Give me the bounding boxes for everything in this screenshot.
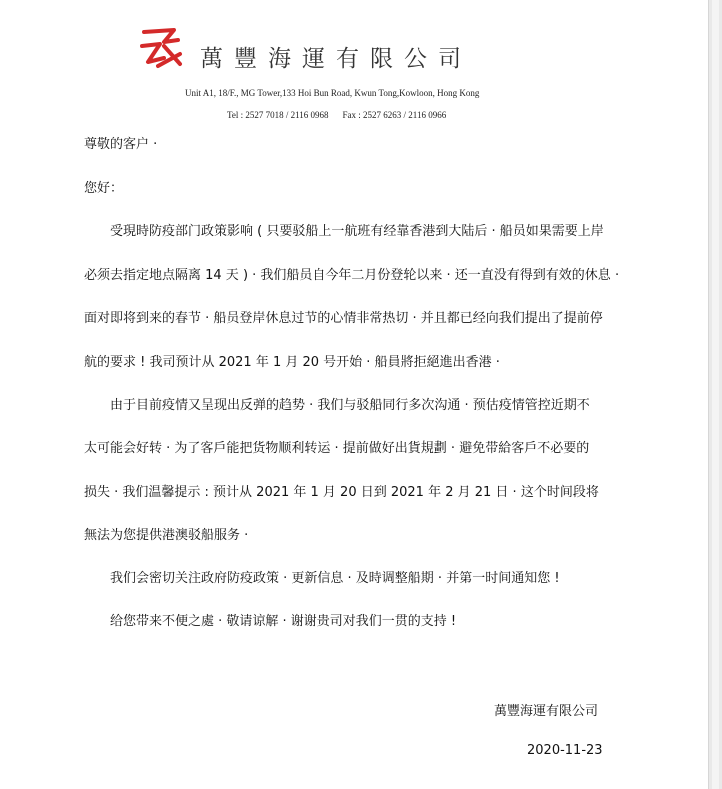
letter-date: 2020-11-23 xyxy=(527,743,603,758)
paragraph-line: 航的要求 ! 我司预计从 2021 年 1 月 20 号开始 · 船員將拒絕進出香港 · xyxy=(84,355,500,370)
salutation: 尊敬的客户 · xyxy=(84,137,158,152)
paragraph-line: 必须去指定地点隔离 14 天 ) · 我们船员自今年二月份登轮以来 · 还一直没有得到有效的休息 · xyxy=(84,268,620,283)
paragraph-line: 我们会密切关注政府防疫政策 · 更新信息 · 及時调整船期 · 并第一时间通知您 ! xyxy=(110,571,560,586)
company-logo-icon xyxy=(134,24,186,70)
paragraph-line: 太可能会好转 · 为了客戶能把货物顺利转运 · 提前做好出貨規劃 · 避免带給客戶不必要的 xyxy=(84,441,590,456)
signature-company: 萬豐海運有限公司 xyxy=(494,704,599,719)
company-address: Unit A1, 18/F., MG Tower,133 Hoi Bun Road, Kwun Tong,Kowloon, Hong Kong xyxy=(185,88,480,98)
vertical-scrollbar[interactable] xyxy=(708,0,722,789)
company-title: 萬豐海運有限公司 xyxy=(200,46,472,72)
fax-numbers: Fax : 2527 6263 / 2116 0966 xyxy=(342,110,447,120)
greeting: 您好： xyxy=(84,181,124,196)
paragraph-line: 给您带来不便之處 · 敬请谅解 · 谢谢贵司对我们一贯的支持 ! xyxy=(110,614,457,629)
paragraph-line: 無法为您提供港澳驳船服务 · xyxy=(84,528,249,543)
company-contact xyxy=(227,110,446,120)
paragraph-line: 面对即将到来的春节 · 船员登岸休息过节的心情非常热切 · 并且都已经向我们提出了提前停 xyxy=(84,311,603,326)
scrollbar-thumb[interactable] xyxy=(712,0,719,789)
paragraph-line: 损失 · 我们温馨提示 : 预计从 2021 年 1 月 20 日到 2021 年 2 月 21 日 · 这个时间段将 xyxy=(84,485,599,500)
paragraph-line: 受現時防疫部门政策影响 ( 只要驳船上一航班有经靠香港到大陆后 · 船员如果需要上岸 xyxy=(110,224,604,239)
telephone-numbers: Tel : 2527 7018 / 2116 0968 xyxy=(227,110,329,120)
paragraph-line: 由于目前疫情又呈现出反弹的趋势 · 我们与驳船同行多次沟通 · 预估疫情管控近期不 xyxy=(110,398,590,413)
